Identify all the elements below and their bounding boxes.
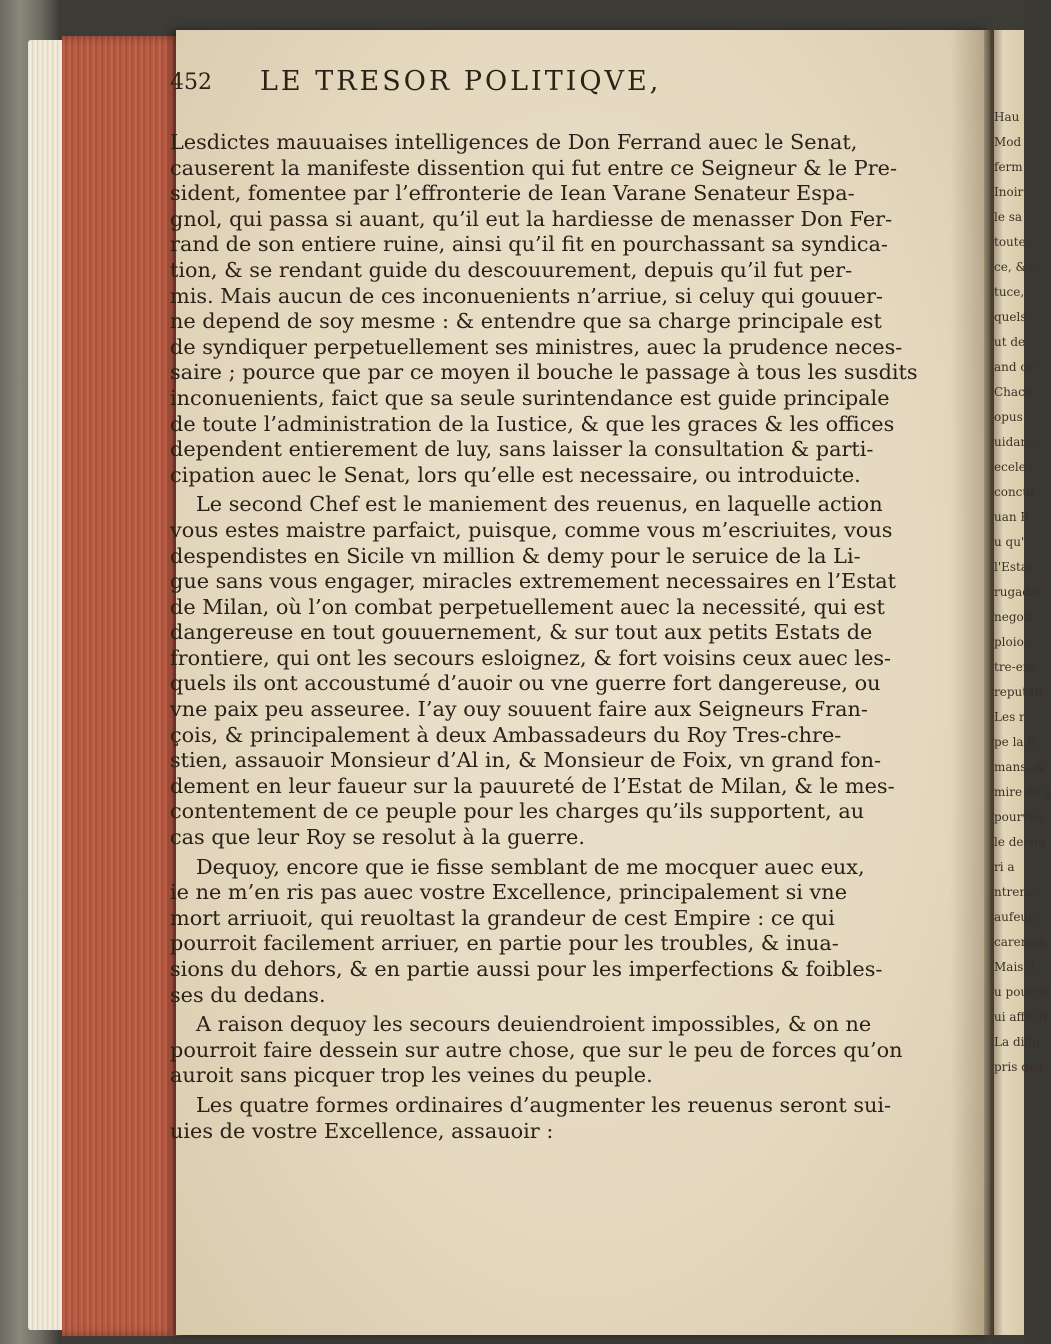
- text-line: Les quatre formes ordinaires d’augmenter les reuenus seront sui-: [196, 1092, 892, 1117]
- facing-page-fragment: u qu': [994, 535, 1025, 549]
- text-line: mis. Mais aucun de ces inconuenients n’arriue, si celuy qui gouuer-: [170, 283, 883, 308]
- text-line: cipation auec le Senat, lors qu’elle est necessaire, ou introduicte.: [170, 462, 861, 487]
- text-line: de toute l’administration de la Iustice, & que les graces & les offices: [170, 411, 895, 436]
- text-line: contentement de ce peuple pour les charges qu’ils supportent, au: [170, 799, 865, 824]
- facing-page-fragment: quels: [994, 310, 1027, 324]
- facing-page-fragment: pris des: [994, 1060, 1043, 1074]
- facing-page-fragment: ui affecti: [994, 1010, 1048, 1024]
- facing-page-fragment: aufeurs: [994, 910, 1041, 924]
- facing-page-fragment: toute: [994, 235, 1026, 249]
- text-line: tion, & se rendant guide du descouurement, depuis qu’il fut per-: [170, 257, 853, 282]
- facing-page-fragment: tuce,: [994, 285, 1025, 299]
- page-number: 452: [170, 70, 212, 95]
- text-line: ses du dedans.: [170, 982, 326, 1007]
- text-line: stien, assauoir Monsieur d’Al in, & Monsieur de Foix, vn grand fon-: [170, 748, 882, 773]
- text-line: auroit sans picquer trop les veines du peuple.: [170, 1063, 653, 1088]
- facing-page-fragment: ntrenç: [994, 885, 1034, 899]
- facing-page-fragment: mire de s: [994, 785, 1051, 799]
- facing-page-fragment: mans, &: [994, 760, 1045, 774]
- text-line: Le second Chef est le maniement des reuenus, en laquelle action: [196, 492, 883, 517]
- text-line: vne paix peu asseuree. I’ay ouy souuent faire aux Seigneurs Fran-: [170, 697, 868, 722]
- text-line: pourroit faire dessein sur autre chose, que sur le peu de forces qu’on: [170, 1037, 903, 1062]
- text-line: rand de son entiere ruine, ainsi qu’il fit en pourchassant sa syndica-: [170, 232, 888, 257]
- main-text: [170, 130, 960, 1144]
- paragraph: [170, 1012, 960, 1089]
- facing-page-fragment: ut de: [994, 335, 1026, 349]
- facing-page-fragment: le decou: [994, 835, 1046, 849]
- text-line: sident, fomentee par l’effronterie de Iean Varane Senateur Espa-: [170, 181, 855, 206]
- text-line: ie ne m’en ris pas auec vostre Excellence, principalement si vne: [170, 880, 848, 905]
- text-line: sions du dehors, & en partie aussi pour les imperfections & foibles-: [170, 957, 883, 981]
- facing-page-fragment: reputati: [994, 685, 1043, 699]
- text-line: A raison dequoy les secours deuiendroient impossibles, & on ne: [196, 1012, 872, 1037]
- text-line: çois, & principalement à deux Ambassadeurs du Roy Tres-chre-: [170, 722, 842, 747]
- binding-shadow: [984, 30, 994, 1335]
- text-line: pourroit facilement arriuer, en partie pour les troubles, & inua-: [170, 931, 839, 956]
- text-line: gue sans vous engager, miracles extremement necessaires en l’Estat: [170, 569, 897, 594]
- text-line: mort arriuoit, qui reuoltast la grandeur de cest Empire : ce qui: [170, 905, 835, 930]
- paragraph: [170, 492, 960, 850]
- facing-page-fragment: Inoir: [994, 185, 1024, 199]
- text-line: dement en leur faueur sur la pauureté de l’Estat de Milan, & le mes-: [170, 773, 895, 798]
- facing-page-fragment: concur: [994, 485, 1036, 499]
- facing-page-fragment: Hau: [994, 110, 1020, 124]
- text-line: de syndiquer perpetuellement ses ministres, auec la prudence neces-: [170, 334, 903, 359]
- facing-page-fragment: Mais il: [994, 960, 1035, 974]
- facing-page-edge: [990, 30, 1051, 1335]
- paragraph: [170, 1093, 960, 1144]
- facing-page-fragment: La dilig: [994, 1035, 1040, 1049]
- facing-page-fragment: l'Estat: [994, 560, 1033, 574]
- paragraph: [170, 130, 960, 488]
- text-line: inconuenients, faict que sa seule surintendance est guide principale: [170, 385, 890, 410]
- facing-page-fragment: opus: [994, 410, 1023, 424]
- facing-page-fragment: pourvus: [994, 810, 1044, 824]
- facing-page-fragment: and co: [994, 360, 1035, 374]
- paragraph: [170, 855, 960, 1009]
- facing-page-fragment: caremen: [994, 935, 1047, 949]
- text-line: vous estes maistre parfaict, puisque, comme vous m’escriuites, vous: [170, 517, 893, 542]
- facing-page-fragment: negoti: [994, 610, 1033, 624]
- text-line: de Milan, où l’on combat perpetuellement auec la necessité, qui est: [170, 594, 885, 619]
- facing-page-fragment: u pouche: [994, 985, 1050, 999]
- facing-page-fragment: uidanc: [994, 435, 1035, 449]
- running-title: LE TRESOR POLITIQVE,: [260, 66, 662, 97]
- text-line: gnol, qui passa si auant, qu’il eut la hardiesse de menasser Don Fer-: [170, 206, 893, 231]
- text-line: Dequoy, encore que ie fisse semblant de me mocquer auec eux,: [196, 854, 865, 879]
- facing-page-fragment: ecele: [994, 460, 1026, 474]
- text-line: ne depend de soy mesme : & entendre que sa charge principale est: [170, 309, 882, 334]
- text-line: causerent la manifeste dissention qui fut entre ce Seigneur & le Pre-: [170, 155, 897, 180]
- facing-page-fragment: tre-enc: [994, 660, 1038, 674]
- facing-page-fragment: ferm: [994, 160, 1023, 174]
- page-fore-edge: [62, 36, 182, 1336]
- text-line: uies de vostre Excellence, assauoir :: [170, 1118, 554, 1143]
- text-line: quels ils ont accoustumé d’auoir ou vne guerre fort dangereuse, ou: [170, 671, 881, 696]
- facing-page-fragment: Chacu: [994, 385, 1033, 399]
- text-line: frontiere, qui ont les secours esloignez, & fort voisins ceux auec les-: [170, 645, 892, 670]
- text-line: saire ; pource que par ce moyen il bouche le passage à tous les susdits: [170, 360, 918, 385]
- text-line: dangereuse en tout gouuernement, & sur tout aux petits Estats de: [170, 620, 873, 645]
- facing-page-fragment: rugadat: [994, 585, 1042, 599]
- facing-page-fragment: pe la R: [994, 735, 1037, 749]
- text-line: dependent entierement de luy, sans laisser la consultation & parti-: [170, 437, 874, 462]
- facing-page-fragment: Les r: [994, 710, 1025, 724]
- text-line: Lesdictes mauuaises intelligences de Don Ferrand auec le Senat,: [170, 130, 858, 154]
- facing-page-fragment: ploiou: [994, 635, 1032, 649]
- facing-page-fragment: uan R: [994, 510, 1030, 524]
- text-line: despendistes en Sicile vn million & demy pour le seruice de la Li-: [170, 543, 861, 568]
- facing-page-fragment: Mod: [994, 135, 1022, 149]
- facing-page-fragment: le sa: [994, 210, 1023, 224]
- text-line: cas que leur Roy se resolut à la guerre.: [170, 825, 585, 850]
- facing-page-fragment: ce, & l: [994, 260, 1034, 274]
- facing-page-fragment: ri a: [994, 860, 1015, 874]
- page-header: [170, 66, 790, 106]
